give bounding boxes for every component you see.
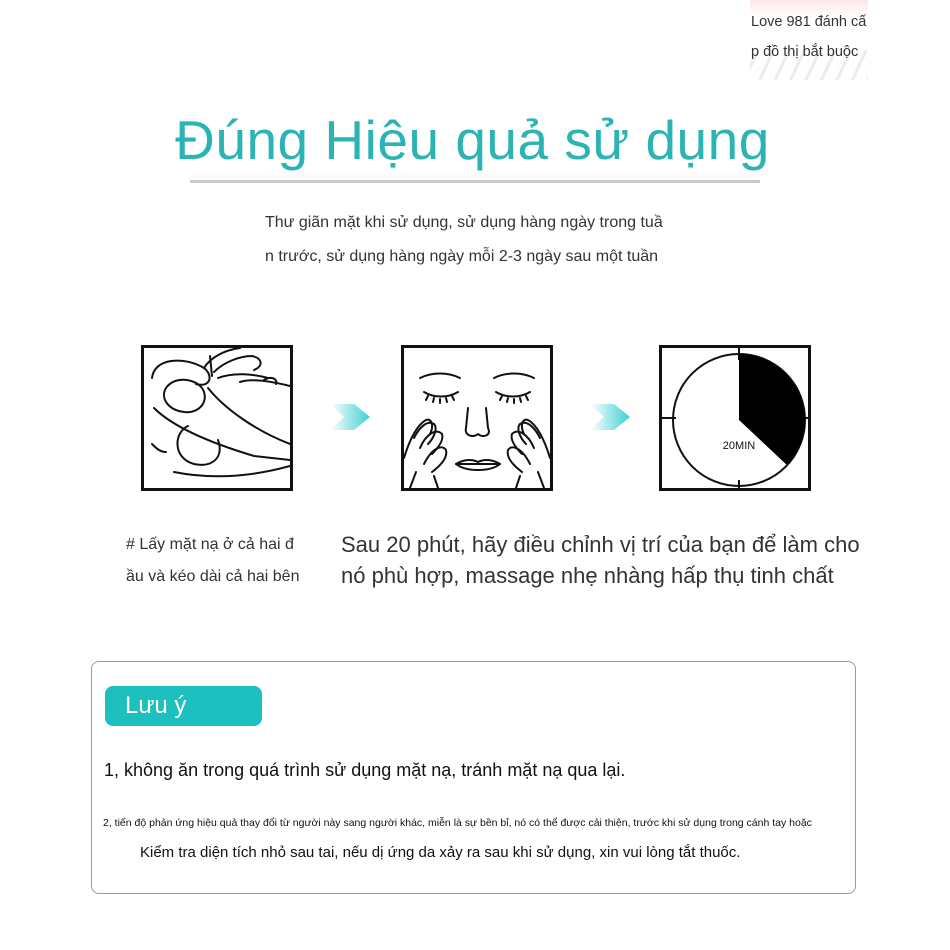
timer-label: 20MIN [722, 440, 756, 452]
intro-line-2: n trước, sử dụng hàng ngày mỗi 2-3 ngày sau một tuần [265, 248, 659, 265]
notes-badge: Lưu ý [105, 686, 262, 726]
caption-left-line-2: ầu và kéo dài cả hai bên [126, 568, 300, 585]
face-massage-icon [404, 348, 550, 488]
watermark [750, 0, 868, 80]
arrow-right-icon-2 [590, 400, 630, 434]
note-item-2: 2, tiến độ phản ứng hiệu quả thay đổi từ người này sang người khác, miễn là sự bền bỉ, nó có thể được cải thiện, trước khi sử dụng trong cánh tay hoặc [103, 817, 812, 829]
page-title: Đúng Hiệu quả sử dụng [175, 109, 770, 171]
intro-line-1: Thư giãn mặt khi sử dụng, sử dụng hàng ngày trong tuầ [265, 214, 663, 231]
timer-icon [662, 348, 808, 488]
watermark-line-2: p đồ thị bắt buộc [751, 44, 859, 60]
caption-right-line-1: Sau 20 phút, hãy điều chỉnh vị trí của bạn để làm cho [341, 532, 860, 557]
note-item-3: Kiểm tra diện tích nhỏ sau tai, nếu dị ứng da xảy ra sau khi sử dụng, xin vui lòng tắt thuốc. [140, 844, 741, 861]
step-apply-mask-illustration [141, 345, 293, 491]
arrow-right-icon-1 [330, 400, 370, 434]
step-timer-illustration [659, 345, 811, 491]
title-underline [190, 180, 760, 183]
caption-left-line-1: # Lấy mặt nạ ở cả hai đ [126, 536, 294, 553]
caption-right-line-2: nó phù hợp, massage nhẹ nhàng hấp thụ tinh chất [341, 563, 834, 588]
step-face-massage-illustration [401, 345, 553, 491]
note-item-1: 1, không ăn trong quá trình sử dụng mặt nạ, tránh mặt nạ qua lại. [104, 760, 626, 780]
watermark-line-1: Love 981 đánh cấ [751, 14, 867, 30]
mask-hands-icon [144, 348, 290, 488]
